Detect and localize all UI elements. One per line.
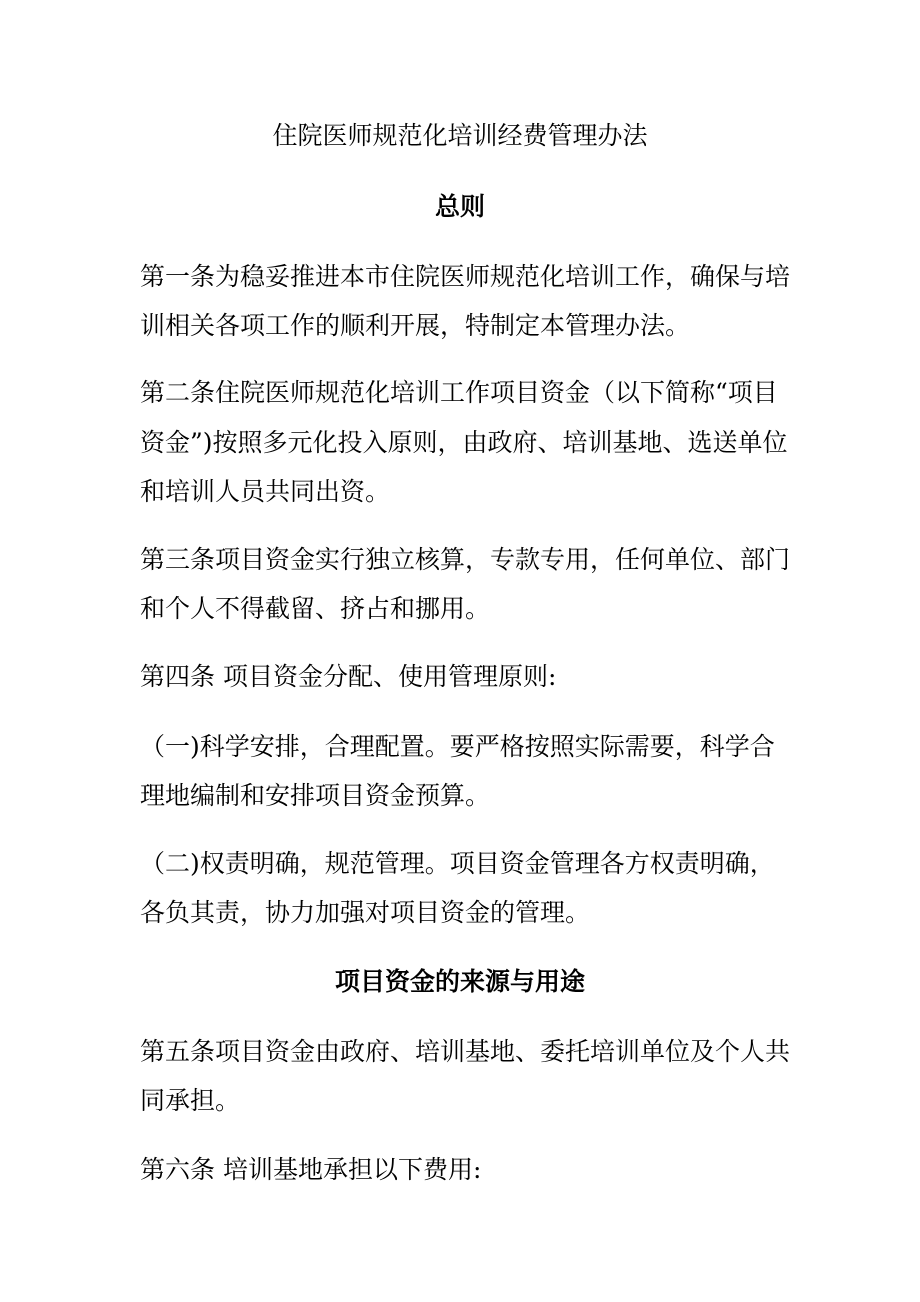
article-1-line-1: 第一条为稳妥推进本市住院医师规范化培训工作，确保与培: [140, 262, 791, 291]
article-2-line-1: 第二条住院医师规范化培训工作项目资金（以下简称“项目: [140, 378, 778, 407]
item-1-line-2: 理地编制和安排项目资金预算。: [140, 781, 491, 810]
item-1-line-1: （一)科学安排，合理配置。要严格按照实际需要，科学合: [140, 732, 775, 761]
item-2-line-2: 各负其责，协力加强对项目资金的管理。: [140, 898, 591, 927]
item-2-line-1: （二)权责明确，规范管理。项目资金管理各方权责明确，: [140, 849, 775, 878]
section-heading-general: 总则: [434, 192, 485, 221]
document-title: 住院医师规范化培训经费管理办法: [272, 121, 648, 150]
article-2-line-3: 和培训人员共同出资。: [140, 477, 391, 506]
article-3-line-2: 和个人不得截留、挤占和挪用。: [140, 594, 491, 623]
article-5-line-2: 同承担。: [140, 1086, 241, 1115]
section-heading-funding: 项目资金的来源与用途: [334, 967, 585, 996]
article-4-line-1: 第四条 项目资金分配、使用管理原则:: [140, 662, 557, 691]
article-5-line-1: 第五条项目资金由政府、培训基地、委托培训单位及个人共: [140, 1037, 791, 1066]
article-1-line-2: 训相关各项工作的顺利开展，特制定本管理办法。: [140, 311, 691, 340]
article-2-line-2: 资金”)按照多元化投入原则，由政府、培训基地、选送单位: [140, 428, 788, 457]
article-3-line-1: 第三条项目资金实行独立核算，专款专用，任何单位、部门: [140, 545, 791, 574]
article-6-line-1: 第六条 培训基地承担以下费用:: [140, 1155, 482, 1184]
